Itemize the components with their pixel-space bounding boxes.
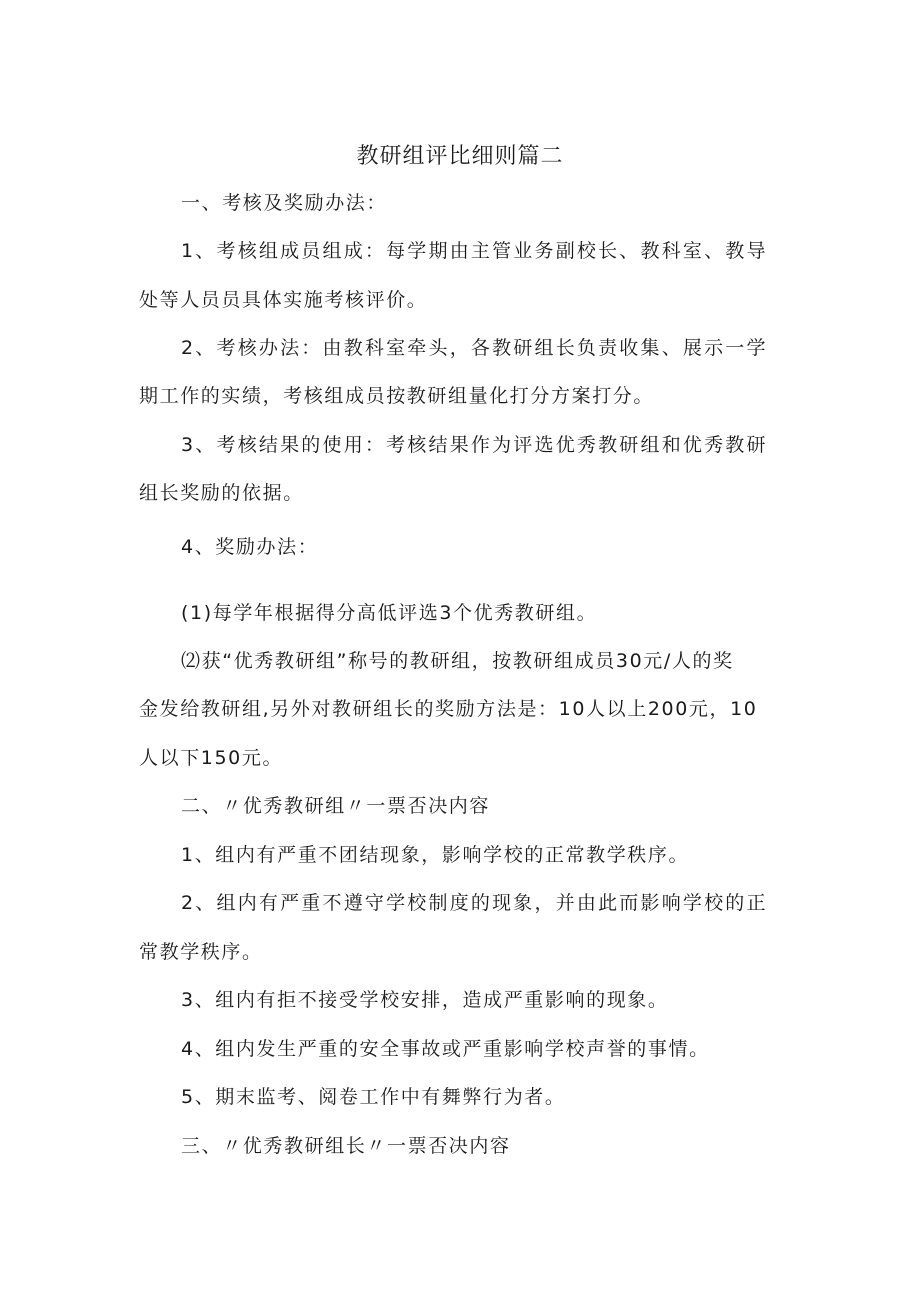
- paragraph-line: 4、奖励办法：: [181, 536, 319, 558]
- list-item: 5、期末监考、阅卷工作中有舞弊行为者。: [181, 1086, 566, 1108]
- section-heading-veto-leader: 三、〃优秀教研组长〃一票否决内容: [181, 1135, 511, 1157]
- paragraph-line: 1、考核组成员组成：每学期由主管业务副校长、教科室、教导: [181, 240, 768, 262]
- section-heading-assessment: 一、考核及奖励办法：: [181, 192, 388, 214]
- list-item: (1)每学年根据得分高低评选3个优秀教研组。: [181, 602, 598, 624]
- paragraph-line: 2、考核办法：由教科室牵头，各教研组长负责收集、展示一学: [181, 337, 768, 359]
- document-title: 教研组评比细则篇二: [356, 144, 564, 169]
- paragraph-line: 人以下150元。: [139, 747, 284, 769]
- paragraph-line: 常教学秩序。: [139, 941, 263, 963]
- paragraph-line: 金发给教研组,另外对教研组长的奖励方法是：10人以上200元，10: [139, 698, 758, 720]
- paragraph-line: 3、考核结果的使用：考核结果作为评选优秀教研组和优秀教研: [181, 434, 768, 456]
- list-item: ⑵获“优秀教研组”称号的教研组，按教研组成员30元/人的奖: [181, 650, 734, 672]
- paragraph-line: 组长奖励的依据。: [139, 482, 304, 504]
- paragraph-line: 处等人员员具体实施考核评价。: [139, 289, 428, 311]
- list-item: 2、组内有严重不遵守学校制度的现象，并由此而影响学校的正: [181, 892, 768, 914]
- paragraph-line: 期工作的实绩，考核组成员按教研组量化打分方案打分。: [139, 385, 655, 407]
- list-item: 4、组内发生严重的安全事故或严重影响学校声誉的事情。: [181, 1038, 710, 1060]
- list-item: 3、组内有拒不接受学校安排，造成严重影响的现象。: [181, 989, 669, 1011]
- list-item: 1、组内有严重不团结现象，影响学校的正常教学秩序。: [181, 844, 690, 866]
- section-heading-veto-group: 二、〃优秀教研组〃一票否决内容: [181, 795, 491, 817]
